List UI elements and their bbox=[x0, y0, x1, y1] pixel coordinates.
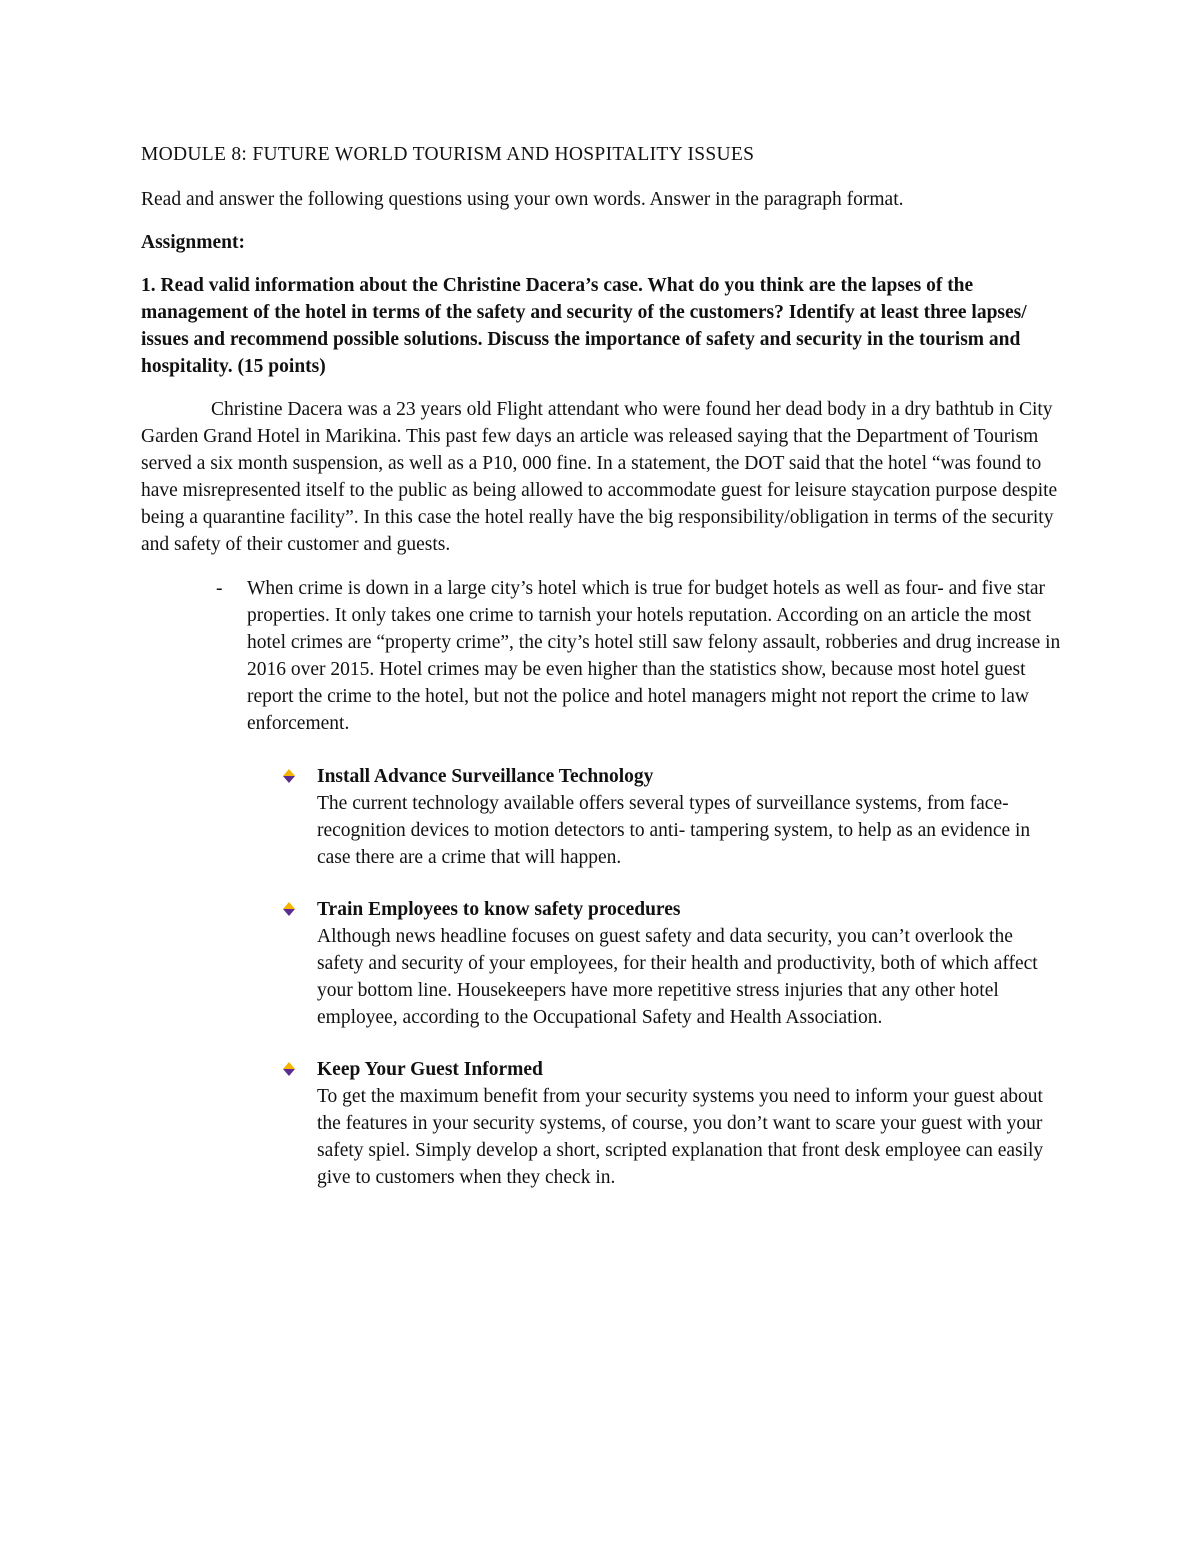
solution-body: To get the maximum benefit from your security systems you need to inform your guest about the features in your security systems, of course, you don’t want to scare your guest with your safety spiel. Simply develop a short, scripted explanation that front desk employee can easily give to customers when they check in. bbox=[317, 1086, 1044, 1188]
solution-title: Install Advance Surveillance Technology bbox=[317, 766, 654, 787]
intro-paragraph: Christine Dacera was a 23 years old Flight attendant who were found her dead body in a dry bathtub in City Garden Grand Hotel in Marikina. This past few days an article was released saying that the Department of Tourism served a six month suspension, as well as a P10, 000 fine. In a statement, the DOT said that the hotel “was found to have misrepresented itself to the public as being allowed to accommodate guest for leisure staycation purpose despite being a quarantine facility”. In this case the hotel really have the big responsibility/obligation in terms of the security and safety of their customer and guests. bbox=[141, 399, 1058, 555]
dash-list-item bbox=[216, 575, 1061, 737]
instructions-text: Read and answer the following questions using your own words. Answer in the paragraph format. bbox=[141, 189, 904, 210]
solution-item bbox=[317, 896, 1061, 1031]
solution-item bbox=[317, 1056, 1061, 1191]
arrow-bullet-icon bbox=[281, 768, 297, 784]
question-text: 1. Read valid information about the Christine Dacera’s case. What do you think are the lapses of the management of the hotel in terms of the safety and security of the customers? Identify at least three lapses/ issues and recommend possible solutions. Discuss the importance of safety and security in the tourism and hospitality. (15 points) bbox=[141, 275, 1027, 377]
arrow-bullet-icon bbox=[281, 1061, 297, 1077]
solution-body: Although news headline focuses on guest safety and data security, you can’t overlook the safety and security of your employees, for their health and productivity, both of which affect your bottom line. Housekeepers have more repetitive stress injuries that any other hotel employee, according to the Occupational Safety and Health Association. bbox=[317, 926, 1038, 1028]
solution-body: The current technology available offers several types of surveillance systems, from face- recognition devices to motion detectors to anti- tampering system, to help as an evidence in case there are a crime that will happen. bbox=[317, 793, 1031, 868]
module-title: MODULE 8: FUTURE WORLD TOURISM AND HOSPITALITY ISSUES bbox=[141, 144, 755, 165]
dash-item-text: When crime is down in a large city’s hotel which is true for budget hotels as well as four- and five star properties. It only takes one crime to tarnish your hotels reputation. According on an article the most hotel crimes are “property crime”, the city’s hotel still saw felony assault, robberies and drug increase in 2016 over 2015. Hotel crimes may be even higher than the statistics show, because most hotel guest report the crime to the hotel, but not the police and hotel managers might not report the crime to law enforcement. bbox=[247, 578, 1061, 734]
solutions-list bbox=[141, 763, 1061, 1191]
assignment-label: Assignment: bbox=[141, 232, 246, 253]
document-page bbox=[141, 140, 1061, 1216]
solution-item bbox=[317, 763, 1061, 871]
solution-title: Keep Your Guest Informed bbox=[317, 1059, 543, 1080]
solution-title: Train Employees to know safety procedures bbox=[317, 899, 681, 920]
dash-marker: - bbox=[216, 578, 223, 599]
arrow-bullet-icon bbox=[281, 901, 297, 917]
